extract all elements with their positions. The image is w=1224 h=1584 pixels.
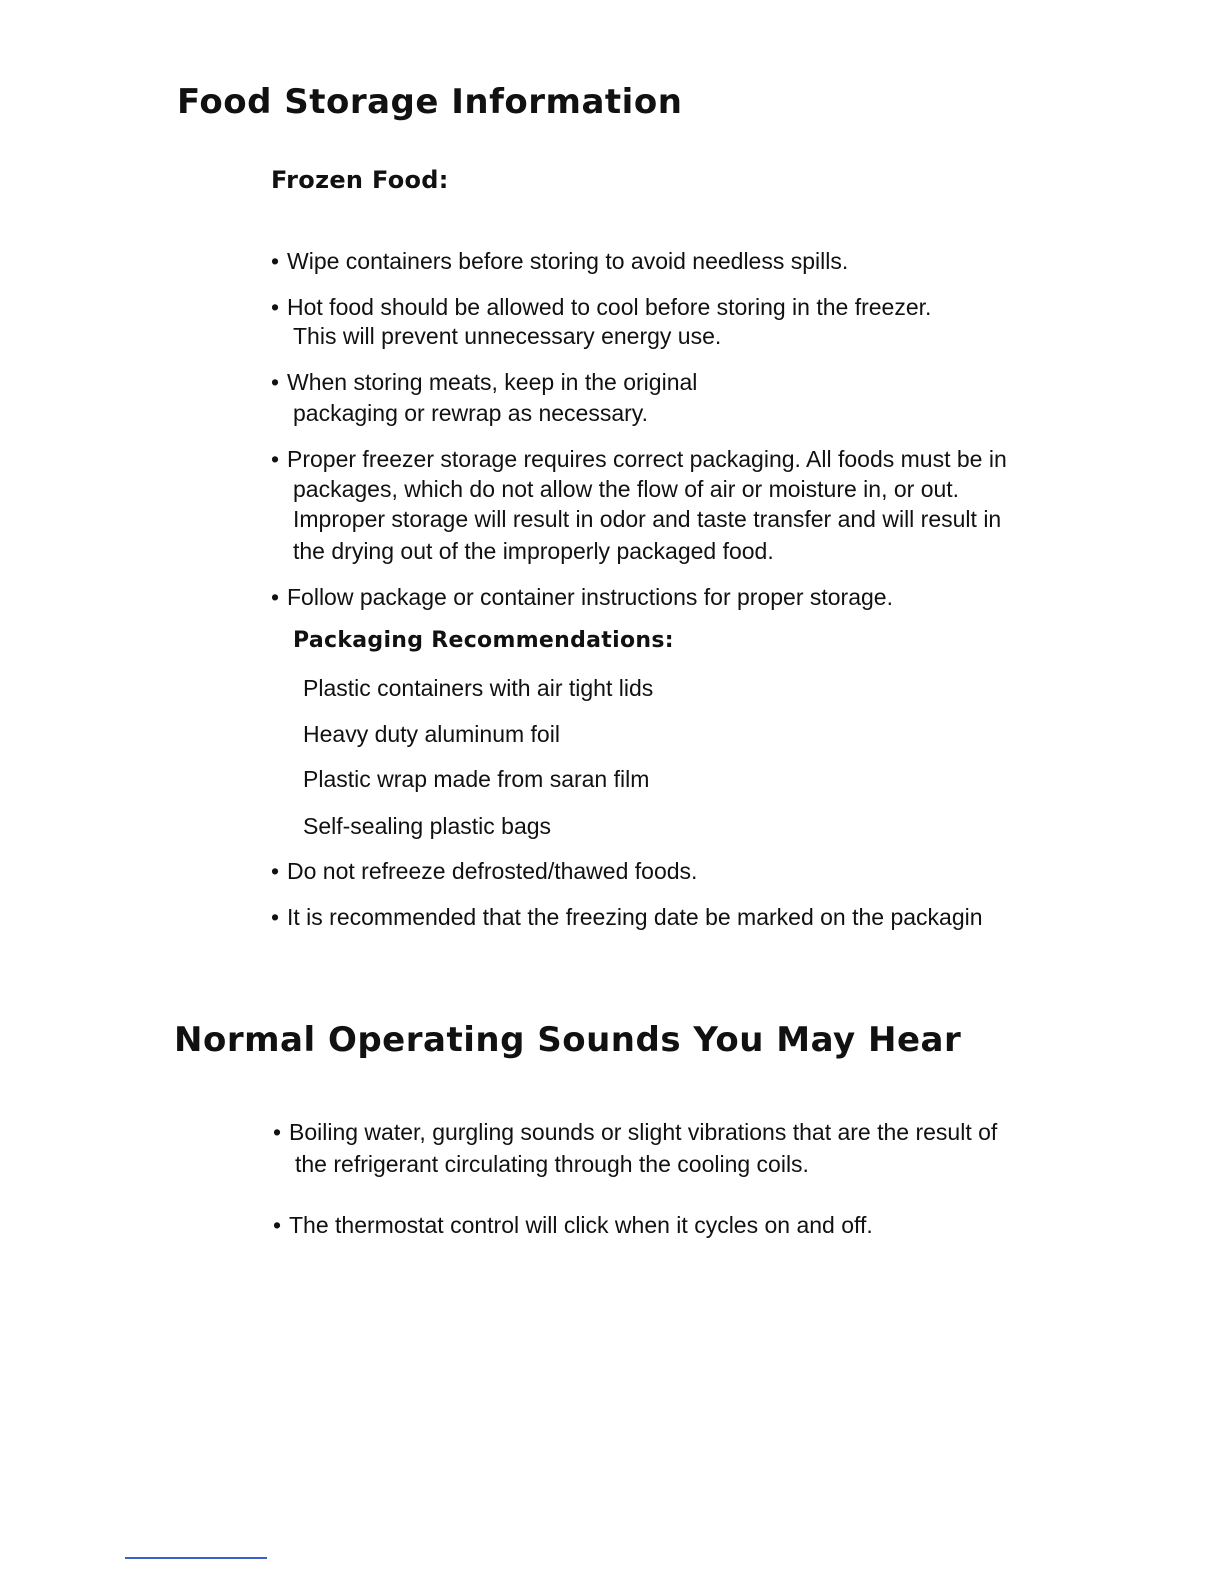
bullet-continuation: packaging or rewrap as necessary. <box>293 400 648 426</box>
bullet-text: Proper freezer storage requires correct packaging. All foods must be in <box>287 446 1007 472</box>
bullet-text: It is recommended that the freezing date be marked on the packagin <box>287 904 983 930</box>
bullet-proper-storage <box>271 444 1007 474</box>
bullet-icon: • <box>271 294 280 320</box>
bullet-freezing-date <box>271 902 983 932</box>
bullet-icon: • <box>271 369 280 395</box>
bullet-icon: • <box>271 446 280 472</box>
bullet-do-not-refreeze <box>271 856 697 886</box>
bullet-icon: • <box>273 1119 282 1145</box>
bullet-icon: • <box>271 858 280 884</box>
footer-rule <box>125 1557 267 1559</box>
bullet-text: When storing meats, keep in the original <box>287 369 698 395</box>
bullet-text: Do not refreeze defrosted/thawed foods. <box>287 858 698 884</box>
bullet-hot-food <box>271 292 931 322</box>
section-title-food-storage: Food Storage Information <box>177 82 683 122</box>
subtitle-frozen-food: Frozen Food: <box>271 166 449 194</box>
bullet-text: Follow package or container instructions for proper storage. <box>287 584 893 610</box>
bullet-text: Hot food should be allowed to cool before storing in the freezer. <box>287 294 932 320</box>
bullet-icon: • <box>271 904 280 930</box>
bullet-continuation: packages, which do not allow the flow of air or moisture in, or out. <box>293 476 960 502</box>
bullet-wipe-containers <box>271 246 848 276</box>
bullet-follow-instructions <box>271 582 893 612</box>
bullet-icon: • <box>271 584 280 610</box>
bullet-text: Boiling water, gurgling sounds or slight vibrations that are the result of <box>289 1119 998 1145</box>
bullet-thermostat-click <box>273 1210 873 1240</box>
bullet-continuation: the refrigerant circulating through the cooling coils. <box>295 1151 809 1177</box>
bullet-boiling-water <box>273 1117 997 1147</box>
packaging-item: Plastic containers with air tight lids <box>303 675 654 701</box>
bullet-continuation: the drying out of the improperly packaged food. <box>293 538 774 564</box>
section-title-operating-sounds: Normal Operating Sounds You May Hear <box>174 1020 962 1060</box>
packaging-item: Heavy duty aluminum foil <box>303 721 560 747</box>
bullet-storing-meats <box>271 367 697 397</box>
bullet-continuation: Improper storage will result in odor and taste transfer and will result in <box>293 506 1002 532</box>
bullet-text: The thermostat control will click when it cycles on and off. <box>289 1212 873 1238</box>
bullet-continuation: This will prevent unnecessary energy use. <box>293 323 722 349</box>
bullet-text: Wipe containers before storing to avoid needless spills. <box>287 248 849 274</box>
bullet-icon: • <box>273 1212 282 1238</box>
bullet-icon: • <box>271 248 280 274</box>
packaging-recommendations-heading: Packaging Recommendations: <box>293 628 674 653</box>
packaging-item: Plastic wrap made from saran film <box>303 766 650 792</box>
packaging-item: Self-sealing plastic bags <box>303 813 552 839</box>
